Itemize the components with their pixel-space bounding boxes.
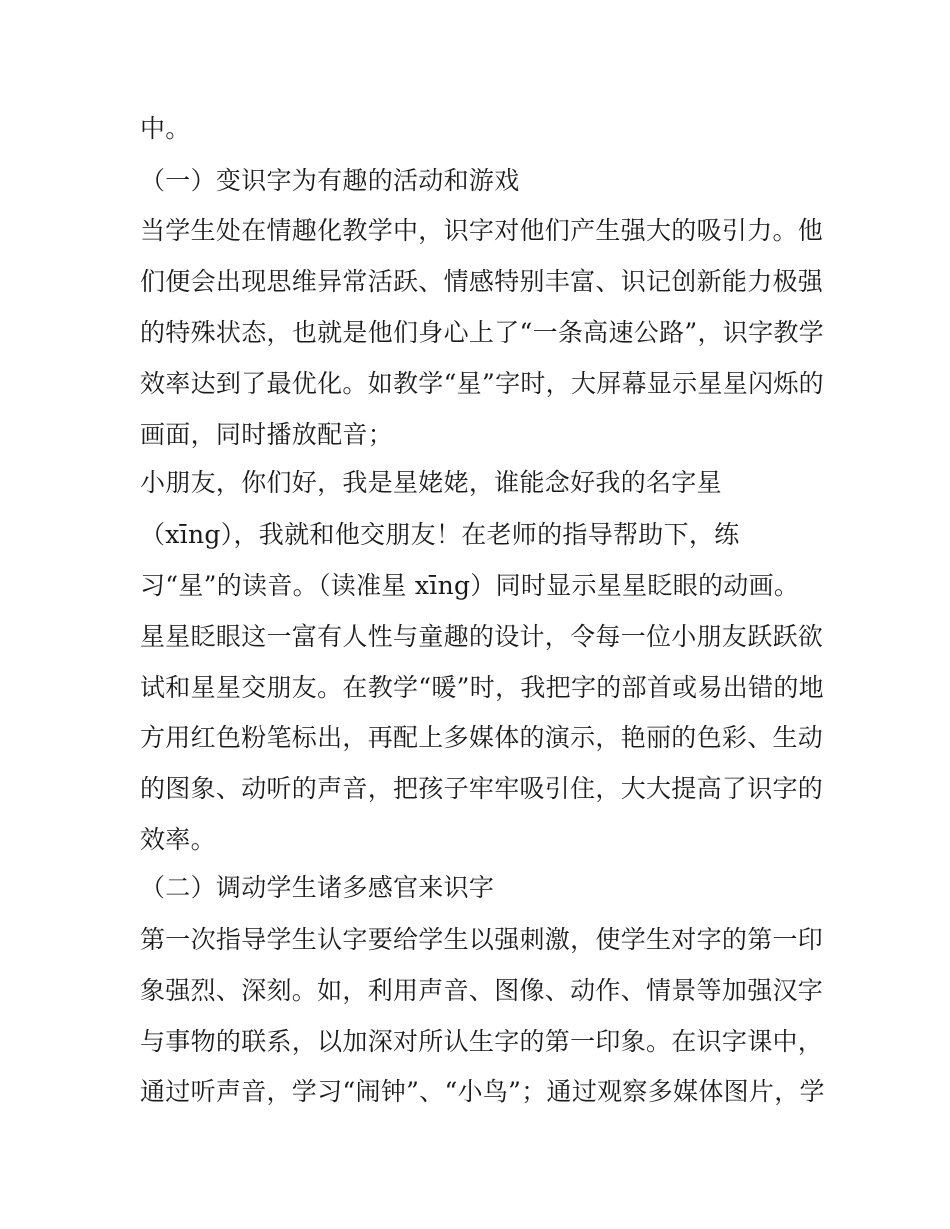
text-line: 的特殊状态，也就是他们身心上了“一条高速公路”，识字教学 <box>140 318 824 347</box>
text-line: 星星眨眼这一富有人性与童趣的设计，令每一位小朋友跃跃欲 <box>140 622 824 651</box>
text-line: 中。 <box>140 114 191 143</box>
text-line: 效率达到了最优化。如教学“星”字时，大屏幕显示星星闪烁的 <box>140 369 824 398</box>
text-line: 象强烈、深刻。如，利用声音、图像、动作、情景等加强汉字 <box>140 976 824 1005</box>
text-line: 效率。 <box>140 825 216 854</box>
text-line: 与事物的联系，以加深对所认生字的第一印象。在识字课中， <box>140 1027 824 1056</box>
text-line: 的图象、动听的声音，把孩子牢牢吸引住，大大提高了识字的 <box>140 774 824 803</box>
text-line: （xīng），我就和他交朋友！在老师的指导帮助下，练 <box>140 520 740 549</box>
section-heading: （一）变识字为有趣的活动和游戏 <box>140 166 520 195</box>
text-line: 画面，同时播放配音； <box>140 420 394 449</box>
section-heading: （二）调动学生诸多感官来识字 <box>140 873 495 902</box>
text-line: 方用红色粉笔标出，再配上多媒体的演示，艳丽的色彩、生动 <box>140 723 824 752</box>
text-line: 第一次指导学生认字要给学生以强刺激，使学生对字的第一印 <box>140 925 824 954</box>
text-line: 习“星”的读音。（读准星 xīng）同时显示星星眨眼的动画。 <box>140 571 800 600</box>
text-line: 通过听声音，学习“闹钟”、“小鸟”；通过观察多媒体图片，学 <box>140 1077 825 1106</box>
text-line: 当学生处在情趣化教学中，识字对他们产生强大的吸引力。他 <box>140 216 824 245</box>
text-line: 们便会出现思维异常活跃、情感特别丰富、识记创新能力极强 <box>140 267 824 296</box>
text-line: 小朋友，你们好，我是星姥姥，谁能念好我的名字星 <box>140 468 722 497</box>
text-line: 试和星星交朋友。在教学“暖”时，我把字的部首或易出错的地 <box>140 673 824 702</box>
